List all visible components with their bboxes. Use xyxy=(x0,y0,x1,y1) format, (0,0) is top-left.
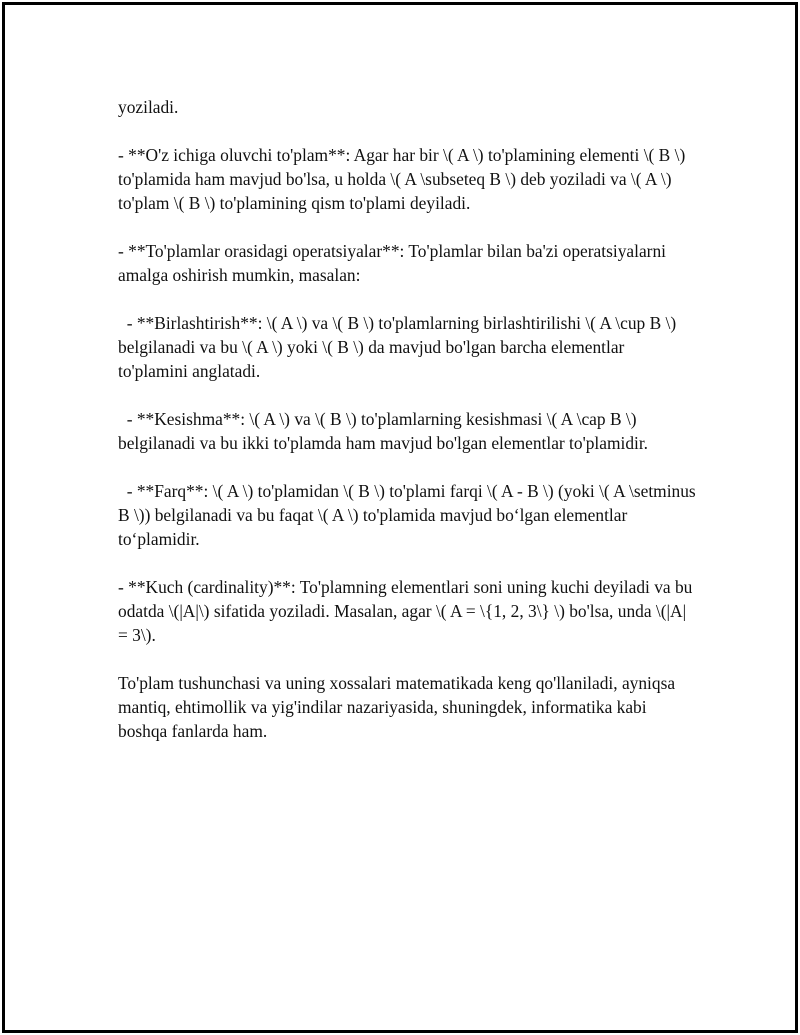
paragraph-conclusion: To'plam tushunchasi va uning xossalari matematikada keng qo'llaniladi, ayniqsa mantiq, ehtimollik va yig'indilar nazariyasida, shuningdek, informatika kabi boshqa fanlarda ham. xyxy=(118,673,680,741)
paragraph-operations: - **To'plamlar orasidagi operatsiyalar**: To'plamlar bilan ba'zi operatsiyalarni amalga oshirish mumkin, masalan: xyxy=(118,241,671,285)
paragraph-continuation: yoziladi. xyxy=(118,97,179,117)
paragraph-union: - **Birlashtirish**: \( A \) va \( B \) to'plamlarning birlashtirilishi \( A \cup B \) belgilanadi va bu \( A \) yoki \( B \) da mavjud bo'lgan barcha elementlar to'plamini anglatadi. xyxy=(118,313,681,381)
paragraph-cardinality: - **Kuch (cardinality)**: To'plamning elementlari soni uning kuchi deyiladi va bu odatda \(|A|\) sifatida yoziladi. Masalan, agar \( A = \{1, 2, 3\} \) bo'lsa, unda \(|A| = 3\). xyxy=(118,577,697,645)
paragraph-difference: - **Farq**: \( A \) to'plamidan \( B \) to'plami farqi \( A - B \) (yoki \( A \setminus B \)) belgilanadi va bu faqat \( A \) to'plamida mavjud bo‘lgan elementlar to‘plamidir. xyxy=(118,481,701,549)
document-body xyxy=(118,95,701,743)
paragraph-subset: - **O'z ichiga oluvchi to'plam**: Agar har bir \( A \) to'plamining elementi \( B \) to'plamida ham mavjud bo'lsa, u holda \( A \subseteq B \) deb yoziladi va \( A \) to'plam \( B \) to'plamining qism to'plami deyiladi. xyxy=(118,145,690,213)
paragraph-intersection: - **Kesishma**: \( A \) va \( B \) to'plamlarning kesishmasi \( A \cap B \) belgilanadi va bu ikki to'plamda ham mavjud bo'lgan elementlar to'plamidir. xyxy=(118,409,649,453)
page-frame xyxy=(2,2,798,1033)
